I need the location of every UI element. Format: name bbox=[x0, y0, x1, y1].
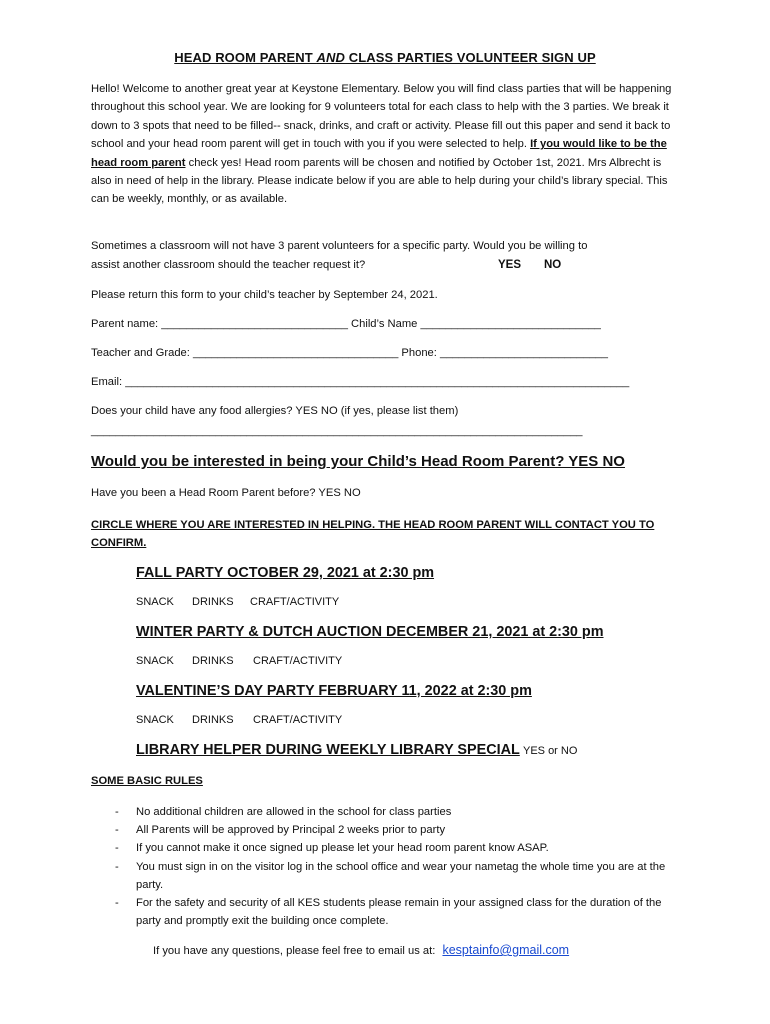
parent-name-field[interactable]: Parent name: ______________________________ Child’s Name _____________________________ bbox=[91, 318, 601, 330]
rule-item: - You must sign in on the visitor log in the school office and wear your nametag the whole time you are at the party. bbox=[91, 858, 681, 894]
option-snack[interactable]: SNACK bbox=[136, 714, 174, 726]
rule-dash: - bbox=[115, 806, 119, 818]
option-drinks[interactable]: DRINKS bbox=[192, 596, 234, 608]
rules-list bbox=[91, 803, 681, 930]
option-craft[interactable]: CRAFT/ACTIVITY bbox=[253, 655, 343, 667]
allergies-line[interactable]: _______________________________________________________________________________ bbox=[91, 425, 583, 437]
party-title-fall: FALL PARTY OCTOBER 29, 2021 at 2:30 pm bbox=[136, 565, 435, 581]
assist-no[interactable]: NO bbox=[544, 259, 562, 271]
assist-line2: assist another classroom should the teacher request it? bbox=[91, 259, 366, 271]
rule-dash: - bbox=[115, 860, 119, 873]
allergies-question[interactable]: Does your child have any food allergies? YES NO (if yes, please list them) bbox=[91, 405, 459, 417]
circle-heading: CIRCLE WHERE YOU ARE INTERESTED IN HELPING. THE HEAD ROOM PARENT WILL CONTACT YOU TO CONFIRM. bbox=[91, 519, 655, 550]
intro-text2: check yes! Head room parents will be chosen and notified by October 1st, 2021. Mrs Albrecht is also in need of help in the library. Please indicate below if you are able to help during your child’s library special. This can be weekly, monthly, or as available. bbox=[91, 156, 668, 206]
footer bbox=[153, 943, 569, 957]
party-options-valentines bbox=[136, 714, 342, 726]
intro-paragraph bbox=[91, 80, 681, 209]
party-options-winter bbox=[136, 655, 342, 667]
intro-underlined: If you would like to be the head room parent bbox=[91, 138, 667, 169]
rule-item: - If you cannot make it once signed up please let your head room parent know ASAP. bbox=[91, 839, 681, 857]
title-part2: CLASS PARTIES VOLUNTEER SIGN UP bbox=[345, 50, 596, 65]
head-room-before-question[interactable]: Have you been a Head Room Parent before? YES NO bbox=[91, 487, 361, 499]
assist-yes[interactable]: YES bbox=[498, 259, 522, 271]
rule-item: - For the safety and security of all KES students please remain in your assigned class for the duration of the party and promptly exit the building once complete. bbox=[91, 894, 681, 930]
title-and: AND bbox=[316, 50, 346, 65]
head-room-parent-question[interactable]: Would you be interested in being your Child’s Head Room Parent? YES NO bbox=[91, 453, 625, 470]
rule-dash: - bbox=[115, 842, 119, 855]
contact-email-link[interactable]: kesptainfo@gmail.com bbox=[442, 943, 570, 957]
option-snack[interactable]: SNACK bbox=[136, 655, 174, 667]
library-helper-answer[interactable]: YES or NO bbox=[523, 745, 578, 757]
return-line: Please return this form to your child’s teacher by September 24, 2021. bbox=[91, 289, 438, 301]
party-options-fall bbox=[136, 596, 339, 608]
party-title-valentines: VALENTINE’S DAY PARTY FEBRUARY 11, 2022 at 2:30 pm bbox=[136, 683, 532, 699]
teacher-grade-field[interactable]: Teacher and Grade: _________________________________ Phone: ___________________________ bbox=[91, 347, 608, 359]
footer-text: If you have any questions, please feel free to email us at: bbox=[153, 945, 436, 957]
option-craft[interactable]: CRAFT/ACTIVITY bbox=[253, 714, 343, 726]
rule-dash: - bbox=[115, 897, 119, 910]
party-title-winter: WINTER PARTY & DUTCH AUCTION DECEMBER 21, 2021 at 2:30 pm bbox=[136, 624, 604, 640]
option-drinks[interactable]: DRINKS bbox=[192, 714, 234, 726]
rule-dash: - bbox=[115, 824, 119, 837]
title-part1: HEAD ROOM PARENT bbox=[174, 50, 317, 65]
rules-heading: SOME BASIC RULES bbox=[91, 775, 203, 787]
rule-item: - All Parents will be approved by Principal 2 weeks prior to party bbox=[91, 821, 681, 839]
option-snack[interactable]: SNACK bbox=[136, 596, 174, 608]
rule-item: - No additional children are allowed in the school for class parties bbox=[91, 803, 681, 821]
intro-text1: Hello! Welcome to another great year at Keystone Elementary. Below you will find class parties that will be happening throughout this school year. We are looking for 9 volunteers total for each class to help with the 3 parties. We break it down to 3 spots that need to be filled-- snack, drinks, and craft or activity. Please fill out this paper and send it back to school and your head room parent will get in touch with you if you were selected to help. bbox=[91, 83, 672, 151]
option-craft[interactable]: CRAFT/ACTIVITY bbox=[250, 596, 340, 608]
option-drinks[interactable]: DRINKS bbox=[192, 655, 234, 667]
email-field[interactable]: Email: _________________________________________________________________________________ bbox=[91, 376, 630, 388]
document-title bbox=[0, 50, 770, 65]
library-helper-title: LIBRARY HELPER DURING WEEKLY LIBRARY SPECIAL bbox=[136, 742, 520, 758]
assist-line1: Sometimes a classroom will not have 3 parent volunteers for a specific party. Would you be willing to bbox=[91, 240, 588, 252]
